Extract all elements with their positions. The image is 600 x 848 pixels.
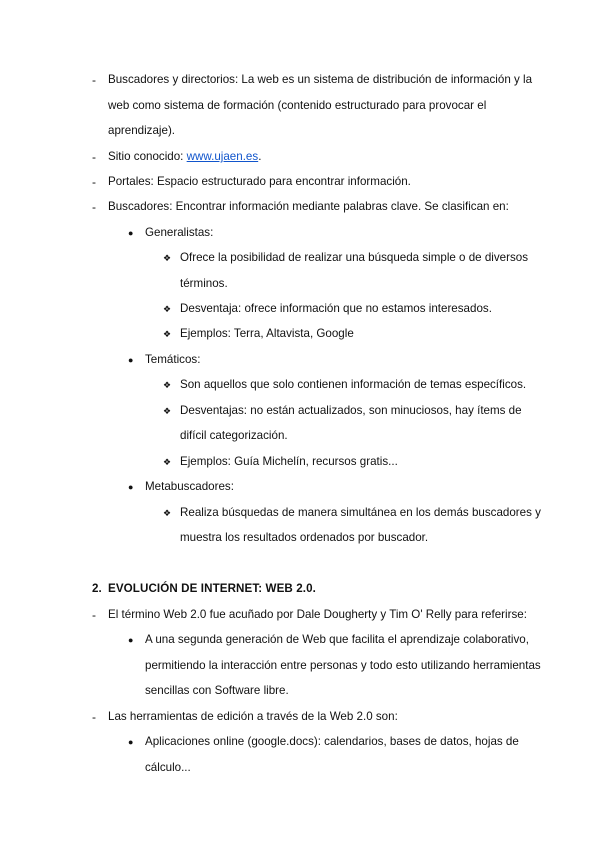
text-line: A una segunda generación de Web que facilita el aprendizaje colaborativo,	[145, 633, 529, 646]
bullet-marker: ●	[128, 635, 134, 645]
dash-marker: -	[92, 73, 96, 87]
text-line: muestra los resultados ordenados por buscador.	[180, 531, 429, 544]
ujaen-link[interactable]: www.ujaen.es	[186, 150, 259, 163]
text-line: Desventajas: no están actualizados, son minuciosos, hay ítems de	[180, 404, 522, 417]
text-line: Portales: Espacio estructurado para encontrar información.	[108, 175, 411, 188]
text-line: Aplicaciones online (google.docs): calendarios, bases de datos, hojas de	[145, 735, 519, 748]
text-line: Buscadores: Encontrar información mediante palabras clave. Se clasifican en:	[108, 200, 509, 213]
bullet-marker: ●	[128, 355, 134, 365]
dash-marker: -	[92, 710, 96, 724]
dash-marker: -	[92, 200, 96, 214]
text-line: Ejemplos: Terra, Altavista, Google	[180, 327, 354, 340]
diamond-marker: ❖	[163, 304, 172, 314]
text-line: términos.	[180, 277, 228, 290]
diamond-marker: ❖	[163, 253, 172, 263]
text-line: aprendizaje).	[108, 124, 176, 137]
text-line: Ejemplos: Guía Michelín, recursos gratis...	[180, 455, 398, 468]
sitio-line	[108, 150, 261, 164]
text-line: web como sistema de formación (contenido estructurado para provocar el	[108, 99, 487, 112]
text-line: Las herramientas de edición a través de la Web 2.0 son:	[108, 710, 398, 723]
sitio-label: Sitio conocido:	[108, 150, 187, 163]
sitio-period: .	[258, 150, 262, 163]
diamond-marker: ❖	[163, 329, 172, 339]
text-line: Metabuscadores:	[145, 480, 234, 493]
dash-marker: -	[92, 608, 96, 622]
text-line: Son aquellos que solo contienen información de temas específicos.	[180, 378, 527, 391]
text-line: Desventaja: ofrece información que no estamos interesados.	[180, 302, 492, 315]
section-number: 2.	[92, 582, 102, 595]
bullet-marker: ●	[128, 228, 134, 238]
diamond-marker: ❖	[163, 406, 172, 416]
text-line: Ofrece la posibilidad de realizar una búsqueda simple o de diversos	[180, 251, 529, 264]
dash-marker: -	[92, 175, 96, 189]
text-line: sencillas con Software libre.	[145, 684, 289, 697]
diamond-marker: ❖	[163, 508, 172, 518]
text-line: permitiendo la interacción entre personas y todo esto utilizando herramientas	[145, 659, 541, 672]
text-line: cálculo...	[145, 761, 191, 774]
text-line: Temáticos:	[145, 353, 201, 366]
diamond-marker: ❖	[163, 380, 172, 390]
text-line: difícil categorización.	[180, 429, 288, 442]
text-line: Generalistas:	[145, 226, 214, 239]
text-line: El término Web 2.0 fue acuñado por Dale Dougherty y Tim O' Relly para referirse:	[108, 608, 527, 621]
diamond-marker: ❖	[163, 457, 172, 467]
text-line: Realiza búsquedas de manera simultánea en los demás buscadores y	[180, 506, 541, 519]
dash-marker: -	[92, 150, 96, 164]
bullet-marker: ●	[128, 482, 134, 492]
bullet-marker: ●	[128, 737, 134, 747]
section-title: EVOLUCIÓN DE INTERNET: WEB 2.0.	[108, 582, 316, 595]
text-line: Buscadores y directorios: La web es un sistema de distribución de información y la	[108, 73, 533, 86]
